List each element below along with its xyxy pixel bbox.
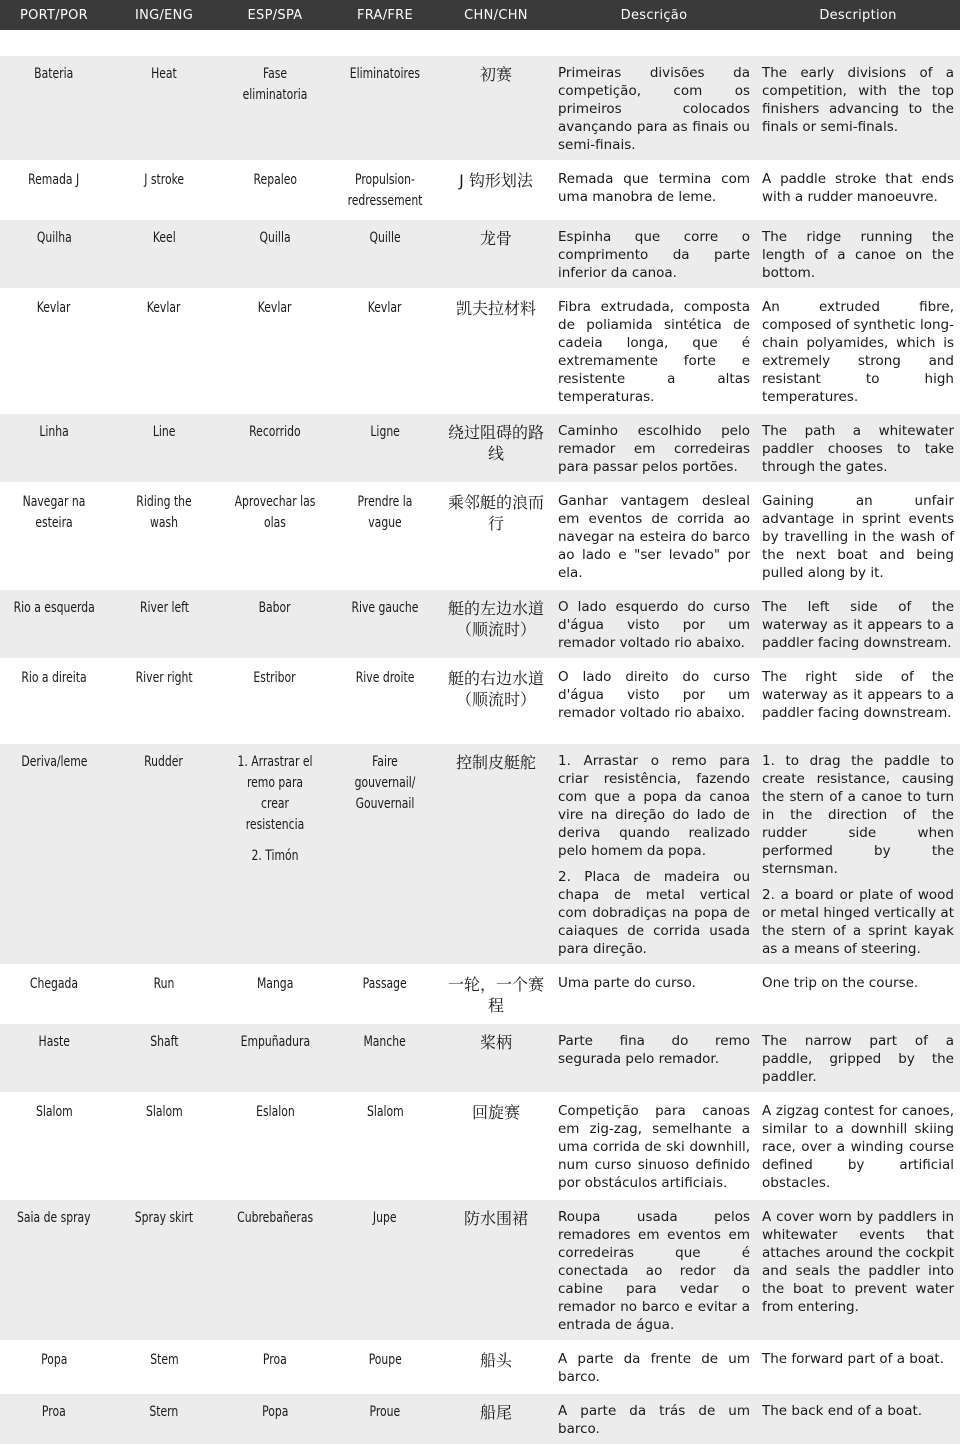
table-row — [0, 483, 960, 589]
term-eng — [108, 743, 220, 965]
description-pt — [552, 1341, 756, 1393]
table-row — [0, 289, 960, 413]
description-en — [756, 743, 960, 965]
term-spa — [220, 1199, 330, 1341]
term-chn: 船尾 — [440, 1393, 552, 1445]
term-eng — [108, 219, 220, 289]
term-spa — [220, 659, 330, 743]
description-en — [756, 219, 960, 289]
description-pt — [552, 219, 756, 289]
description-pt — [552, 55, 756, 161]
description-en-paragraph: The forward part of a boat. — [762, 1351, 944, 1367]
term-eng — [108, 965, 220, 1023]
description-pt-paragraph: Ganhar vantagem desleal em eventos de corrida ao navegar na esteira do barco ao lado e "ser levado" por ela. — [558, 493, 750, 581]
table-row — [0, 1023, 960, 1093]
description-pt-paragraph: Parte fina do remo segurada pelo remador. — [558, 1033, 750, 1067]
description-pt-paragraph: O lado esquerdo do curso d'água visto por um remador voltado rio abaixo. — [558, 599, 750, 651]
term-fra — [330, 1199, 440, 1341]
term-fra-text: Rive droite — [355, 670, 415, 686]
table-row — [0, 1093, 960, 1199]
description-pt — [552, 289, 756, 413]
term-spa-text: Repaleo — [253, 172, 297, 188]
term-fra-text: Slalom — [366, 1104, 404, 1120]
term-spa — [220, 1393, 330, 1445]
description-pt — [552, 659, 756, 743]
header-eng: ING/ENG — [108, 0, 220, 30]
description-en-paragraph: Gaining an unfair advantage in sprint events by travelling in the wash of the next boat and being pulled along by it. — [762, 493, 954, 581]
term-por — [0, 219, 108, 289]
term-por-text: Navegar na esteira — [22, 494, 86, 531]
term-fra-text: Ligne — [370, 424, 400, 440]
description-en-paragraph: 2. a board or plate of wood or metal hinged vertically at the stern of a sprint kayak as a means of steering. — [762, 887, 954, 957]
description-en — [756, 1341, 960, 1393]
description-en — [756, 413, 960, 483]
term-fra — [330, 1093, 440, 1199]
description-pt-paragraph: Espinha que corre o comprimento da parte inferior da canoa. — [558, 229, 750, 281]
table-row — [0, 219, 960, 289]
term-chn: 绕过阻碍的路线 — [440, 413, 552, 483]
term-eng — [108, 1199, 220, 1341]
description-en-paragraph: The back end of a boat. — [762, 1403, 923, 1419]
term-spa — [220, 1341, 330, 1393]
term-spa-text: Aprovechar las olas — [234, 494, 316, 531]
term-fra-text: Propulsion-redressement — [347, 172, 423, 209]
term-por — [0, 55, 108, 161]
header-spa: ESP/SPA — [220, 0, 330, 30]
term-por — [0, 1393, 108, 1445]
term-fra-text: Proue — [369, 1404, 401, 1420]
term-por — [0, 1093, 108, 1199]
description-pt-paragraph: Caminho escolhido pelo remador em corredeiras para passar pelos portões. — [558, 423, 750, 475]
term-fra — [330, 1023, 440, 1093]
table-row — [0, 55, 960, 161]
term-fra-text: Jupe — [373, 1210, 397, 1226]
term-fra-text: Manche — [363, 1034, 407, 1050]
term-fra — [330, 483, 440, 589]
term-spa — [220, 413, 330, 483]
term-spa-text: Recorrido — [249, 424, 301, 440]
term-por-text: Popa — [40, 1352, 68, 1368]
description-pt — [552, 743, 756, 965]
term-por-text: Kevlar — [37, 300, 71, 316]
description-en-paragraph: The left side of the waterway as it appears to a paddler facing downstream. — [762, 599, 954, 651]
description-en-paragraph: The narrow part of a paddle, gripped by the paddler. — [762, 1033, 954, 1085]
description-en-paragraph: The ridge running the length of a canoe on the bottom. — [762, 229, 954, 281]
term-por — [0, 743, 108, 965]
description-pt-paragraph: O lado direito do curso d'água visto por um remador voltado rio abaixo. — [558, 669, 750, 721]
term-fra-text: Passage — [362, 976, 408, 992]
description-pt — [552, 1023, 756, 1093]
description-en — [756, 965, 960, 1023]
term-spa-part: 2. Timón — [251, 848, 299, 864]
term-fra — [330, 413, 440, 483]
description-en — [756, 1023, 960, 1093]
description-en — [756, 589, 960, 659]
term-fra — [330, 1393, 440, 1445]
description-en — [756, 1393, 960, 1445]
term-eng-text: Riding the wash — [136, 494, 192, 531]
term-spa-part: 1. Arrastrar el remo para crear resistencia — [237, 754, 313, 833]
description-pt-paragraph: Competição para canoas em zig-zag, semelhante a uma corrida de ski downhill, num curso sinuoso definido por obstáculos artificiais. — [558, 1103, 750, 1191]
table-row — [0, 743, 960, 965]
term-por — [0, 659, 108, 743]
description-pt-paragraph: Primeiras divisões da competição, com os primeiros colocados avançando para as finais ou semi-finais. — [558, 65, 750, 153]
term-chn: 艇的左边水道（顺流时） — [440, 589, 552, 659]
term-eng-text: Kevlar — [147, 300, 181, 316]
term-eng — [108, 589, 220, 659]
term-spa — [220, 483, 330, 589]
description-en-paragraph: A cover worn by paddlers in whitewater events that attaches around the cockpit and seals the paddler into the boat to prevent water from entering. — [762, 1209, 954, 1315]
description-en-paragraph: The early divisions of a competition, with the top finishers advancing to the finals or semi-finals. — [762, 65, 954, 135]
term-eng-text: Line — [152, 424, 176, 440]
term-fra — [330, 161, 440, 219]
description-pt-paragraph: Roupa usada pelos remadores em eventos em corredeiras que é conectada ao redor da cabine para vedar o remador no barco e evitar a entrada de água. — [558, 1209, 750, 1333]
term-fra-text: Kevlar — [368, 300, 402, 316]
header-fra: FRA/FRE — [330, 0, 440, 30]
description-en-paragraph: An extruded fibre, composed of synthetic long-chain polyamides, which is extremely strong and resistant to high temperatures. — [762, 299, 954, 405]
description-en — [756, 483, 960, 589]
term-por — [0, 483, 108, 589]
term-por-text: Slalom — [35, 1104, 73, 1120]
description-pt — [552, 1093, 756, 1199]
term-fra-text: Poupe — [368, 1352, 402, 1368]
header-spacer — [0, 30, 960, 55]
term-eng-text: River left — [139, 600, 189, 616]
description-en — [756, 161, 960, 219]
term-fra — [330, 659, 440, 743]
description-pt — [552, 413, 756, 483]
description-pt-paragraph: A parte da frente de um barco. — [558, 1351, 750, 1385]
term-por-text: Chegada — [29, 976, 79, 992]
term-chn: 船头 — [440, 1341, 552, 1393]
term-por-text: Saia de spray — [17, 1210, 91, 1226]
term-eng-text: Shaft — [149, 1034, 179, 1050]
term-spa-text: Fase eliminatoria — [242, 66, 308, 103]
term-por — [0, 1199, 108, 1341]
term-fra — [330, 743, 440, 965]
description-pt — [552, 589, 756, 659]
description-en-paragraph: One trip on the course. — [762, 975, 919, 991]
term-eng-text: Stern — [149, 1404, 179, 1420]
term-spa — [220, 589, 330, 659]
description-pt-paragraph: 1. Arrastar o remo para criar resistência, fazendo com que a popa da canoa vire na direção do lado de deriva quando realizado pelo homem da popa. — [558, 753, 750, 859]
term-por-text: Quilha — [36, 230, 72, 246]
description-pt — [552, 483, 756, 589]
term-fra — [330, 1341, 440, 1393]
table-header — [0, 0, 960, 30]
term-eng-text: Slalom — [145, 1104, 183, 1120]
term-eng-text: Run — [153, 976, 175, 992]
term-chn: J 钩形划法 — [440, 161, 552, 219]
term-spa-text: Empuñadura — [240, 1034, 310, 1050]
table-row — [0, 1199, 960, 1341]
term-por — [0, 1023, 108, 1093]
description-en — [756, 659, 960, 743]
term-eng-text: Stem — [149, 1352, 179, 1368]
term-eng-text: Heat — [151, 66, 177, 82]
term-spa-text: Quilla — [259, 230, 291, 246]
term-spa-text: Popa — [261, 1404, 289, 1420]
term-chn: 乘邻艇的浪而行 — [440, 483, 552, 589]
description-en-paragraph: A zigzag contest for canoes, similar to a downhill skiing race, over a winding course defined by artificial obstacles. — [762, 1103, 954, 1191]
description-en-paragraph: 1. to drag the paddle to create resistance, causing the stern of a canoe to turn in the direction of the rudder side when performed by the sternsman. — [762, 753, 954, 877]
term-por — [0, 965, 108, 1023]
term-eng — [108, 413, 220, 483]
table-row — [0, 1393, 960, 1445]
term-por-text: Rio a esquerda — [13, 600, 95, 616]
term-spa — [220, 743, 330, 965]
table-body — [0, 30, 960, 1445]
term-por-text: Bateria — [34, 66, 74, 82]
header-chn: CHN/CHN — [440, 0, 552, 30]
term-por-text: Remada J — [28, 172, 80, 188]
term-spa — [220, 219, 330, 289]
description-pt-paragraph: Uma parte do curso. — [558, 975, 696, 991]
description-pt-paragraph: A parte da trás de um barco. — [558, 1403, 750, 1437]
term-fra — [330, 965, 440, 1023]
term-eng — [108, 1023, 220, 1093]
term-chn: 艇的右边水道（顺流时） — [440, 659, 552, 743]
term-por-text: Haste — [38, 1034, 70, 1050]
term-chn: 桨柄 — [440, 1023, 552, 1093]
description-pt-paragraph: Fibra extrudada, composta de poliamida sintética de cadeia longa, que é extremamente forte e resistente a altas temperaturas. — [558, 299, 750, 405]
description-en — [756, 289, 960, 413]
term-spa — [220, 161, 330, 219]
table-row — [0, 659, 960, 743]
term-eng-text: River right — [135, 670, 193, 686]
term-fra — [330, 55, 440, 161]
term-chn: 控制皮艇舵 — [440, 743, 552, 965]
term-por — [0, 589, 108, 659]
description-en-paragraph: The path a whitewater paddler chooses to take through the gates. — [762, 423, 954, 475]
term-spa — [220, 1023, 330, 1093]
description-pt — [552, 161, 756, 219]
term-por — [0, 413, 108, 483]
term-fra-text: Prendre la vague — [357, 494, 413, 531]
table-row — [0, 161, 960, 219]
term-chn: 一轮，一个赛程 — [440, 965, 552, 1023]
term-chn: 回旋赛 — [440, 1093, 552, 1199]
term-spa-text: Eslalon — [255, 1104, 295, 1120]
term-eng — [108, 55, 220, 161]
description-pt — [552, 1393, 756, 1445]
term-spa-text: Kevlar — [258, 300, 292, 316]
term-por-text: Deriva/leme — [20, 754, 88, 770]
description-en-paragraph: A paddle stroke that ends with a rudder manoeuvre. — [762, 171, 954, 205]
term-por — [0, 161, 108, 219]
term-spa — [220, 965, 330, 1023]
description-en — [756, 1093, 960, 1199]
term-fra-text: Faire gouvernail/ Gouvernail — [354, 754, 416, 812]
header-description: Description — [756, 0, 960, 30]
table-row — [0, 965, 960, 1023]
term-por — [0, 1341, 108, 1393]
description-pt-paragraph: Remada que termina com uma manobra de leme. — [558, 171, 750, 205]
term-spa-text: Estribor — [253, 670, 297, 686]
term-eng-text: J stroke — [144, 172, 184, 188]
term-spa-text: Babor — [258, 600, 292, 616]
term-fra — [330, 219, 440, 289]
description-pt — [552, 965, 756, 1023]
term-eng-text: Spray skirt — [134, 1210, 194, 1226]
term-chn: 龙骨 — [440, 219, 552, 289]
table-row — [0, 1341, 960, 1393]
term-por — [0, 289, 108, 413]
header-descricao: Descrição — [552, 0, 756, 30]
description-pt — [552, 1199, 756, 1341]
term-spa-text: Proa — [263, 1352, 287, 1368]
term-spa — [220, 1093, 330, 1199]
term-eng — [108, 1341, 220, 1393]
term-spa — [220, 55, 330, 161]
term-fra-text: Quille — [369, 230, 401, 246]
term-eng — [108, 483, 220, 589]
header-por: PORT/POR — [0, 0, 108, 30]
description-en-paragraph: The right side of the waterway as it appears to a paddler facing downstream. — [762, 669, 954, 721]
term-spa — [220, 289, 330, 413]
term-eng-text: Keel — [152, 230, 176, 246]
term-fra-text: Eliminatoires — [349, 66, 421, 82]
term-chn: 初赛 — [440, 55, 552, 161]
table-row — [0, 413, 960, 483]
term-eng — [108, 289, 220, 413]
term-fra-text: Rive gauche — [351, 600, 419, 616]
term-fra — [330, 589, 440, 659]
description-en — [756, 1199, 960, 1341]
term-chn: 防水围裙 — [440, 1199, 552, 1341]
term-eng — [108, 1093, 220, 1199]
term-eng — [108, 1393, 220, 1445]
term-fra — [330, 289, 440, 413]
description-pt-paragraph: 2. Placa de madeira ou chapa de metal vertical com dobradiças na popa de caiaques de corrida usada para direção. — [558, 869, 750, 957]
term-eng — [108, 161, 220, 219]
term-eng-text: Rudder — [144, 754, 184, 770]
term-por-text: Proa — [42, 1404, 66, 1420]
term-por-text: Rio a direita — [21, 670, 87, 686]
table-row — [0, 589, 960, 659]
term-spa-text: Cubrebañeras — [237, 1210, 313, 1226]
description-en — [756, 55, 960, 161]
term-por-text: Linha — [39, 424, 69, 440]
term-eng — [108, 659, 220, 743]
term-spa-text: Manga — [256, 976, 294, 992]
term-chn: 凯夫拉材料 — [440, 289, 552, 413]
